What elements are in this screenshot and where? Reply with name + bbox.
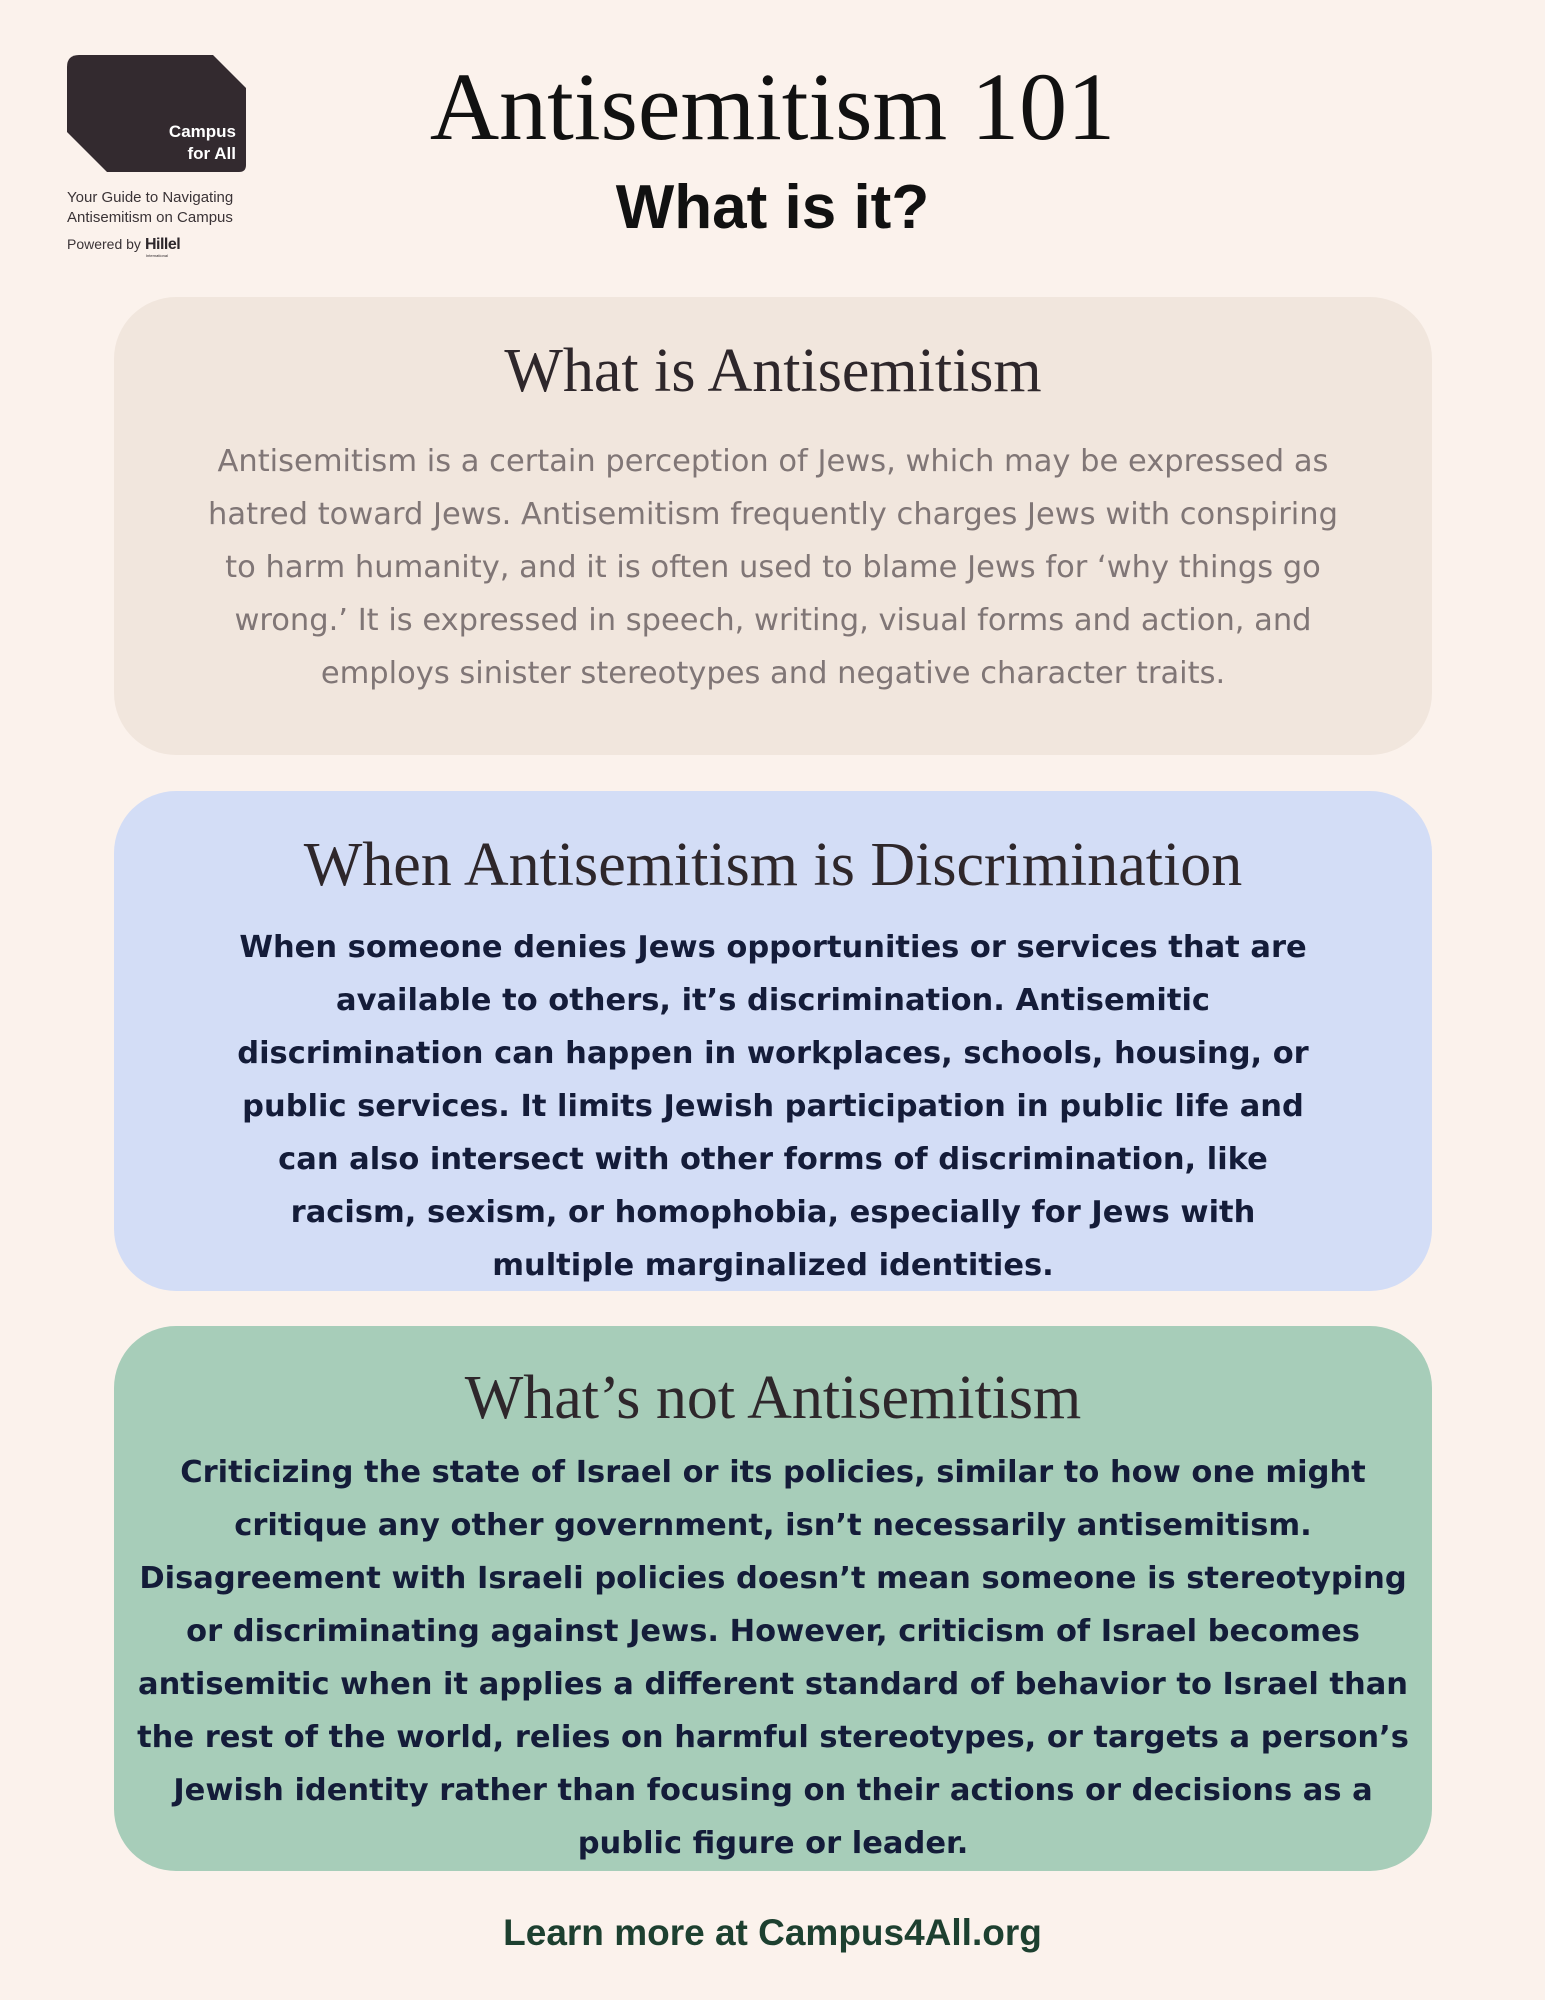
section-body: Antisemitism is a certain perception of Jews, which may be expressed as hatred toward Jews. Antisemitism frequently charges Jews with conspiring to harm humanity, and it is often used to blame Jews for ‘why things go wrong.’ It is expressed in speech, writing, visual forms and action, and employs sinister stereotypes and negative character traits. [208, 444, 1338, 691]
tagline-line-2: Antisemitism on Campus [67, 209, 233, 226]
hillel-wordmark: Hillel [144, 236, 181, 253]
section-body: Criticizing the state of Israel or its policies, similar to how one might critique any other government, isn’t necessarily antisemitism. Disagreement with Israeli policies doesn’t mean someone is stereotyping or discriminating against Jews. However, criticism of Israel becomes antisemitic when it applies a different standard of behavior to Israel than the rest of the world, relies on harmful stereotypes, or targets a person’s Jewish identity rather than focusing on their actions or decisions as a public figure or leader. [137, 1455, 1409, 1861]
section-heading: What’s not Antisemitism [464, 1364, 1082, 1432]
hillel-sub-wordmark: International [145, 253, 168, 258]
page-subtitle: What is it? [615, 173, 930, 242]
section-heading: When Antisemitism is Discrimination [303, 831, 1243, 899]
section-body: When someone denies Jews opportunities or services that are available to others, it’s discrimination. Antisemitic discrimination can happen in workplaces, schools, housing, or public services. It limits Jewish participation in public life and can also intersect with other forms of discrimination, like racism, sexism, or homophobia, especially for Jews with multiple marginalized identities. [237, 930, 1309, 1283]
section-discrimination [114, 791, 1432, 1291]
logo-line-1: Campus [168, 122, 236, 141]
powered-by-label: Powered by [67, 236, 141, 252]
page-title: Antisemitism 101 [429, 53, 1116, 160]
section-whats-not-antisemitism [114, 1326, 1432, 1871]
section-heading: What is Antisemitism [504, 337, 1042, 405]
logo-line-2: for All [187, 144, 236, 163]
section-what-is-antisemitism [114, 297, 1432, 755]
tagline-line-1: Your Guide to Navigating [67, 189, 234, 206]
footer-link[interactable]: Learn more at Campus4All.org [503, 1912, 1042, 1953]
